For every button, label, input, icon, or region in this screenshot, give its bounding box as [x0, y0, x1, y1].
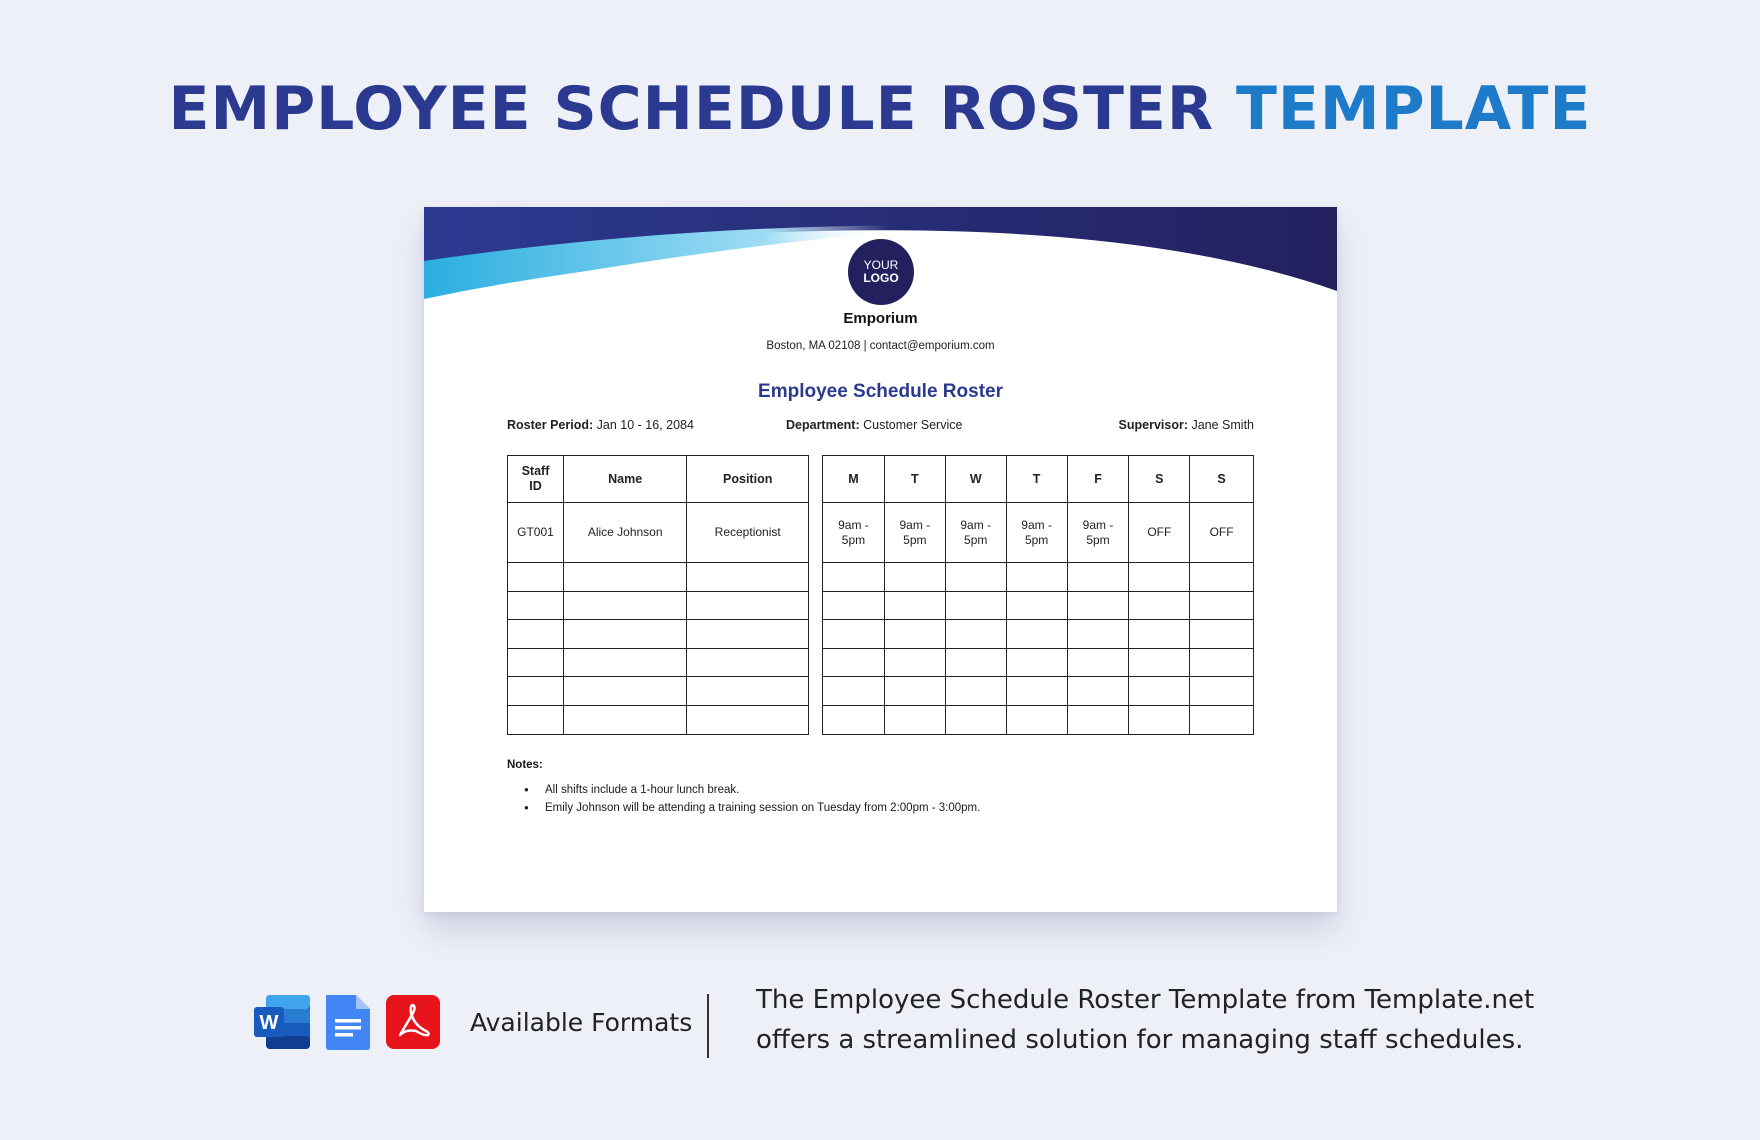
header-day-thu: T	[1006, 456, 1067, 503]
table-row	[823, 620, 1254, 649]
cell-position[interactable]: Receptionist	[687, 503, 809, 563]
header-day-tue: T	[884, 456, 945, 503]
roster-period	[507, 418, 694, 432]
empty-cell[interactable]	[884, 648, 945, 677]
logo-line-2: LOGO	[863, 271, 899, 285]
available-formats	[252, 992, 692, 1052]
cell-staff-id[interactable]: GT001	[508, 503, 564, 563]
divider	[707, 994, 709, 1058]
empty-cell[interactable]	[687, 620, 809, 649]
empty-cell[interactable]	[563, 705, 686, 734]
page-title-accent: TEMPLATE	[1235, 74, 1592, 144]
word-icon[interactable]	[252, 993, 310, 1051]
empty-cell[interactable]	[1067, 591, 1129, 620]
cell-shift-sat[interactable]: OFF	[1129, 503, 1190, 563]
page-title	[0, 74, 1760, 144]
template-description: The Employee Schedule Roster Template from Template.net offers a streamlined solution for managing staff schedules.	[756, 985, 1535, 1055]
cell-name[interactable]: Alice Johnson	[563, 503, 686, 563]
empty-cell[interactable]	[508, 705, 564, 734]
cell-shift-sun[interactable]: OFF	[1190, 503, 1254, 563]
department-value: Customer Service	[863, 418, 963, 432]
svg-text:W: W	[259, 1012, 279, 1034]
empty-cell[interactable]	[1006, 677, 1067, 706]
empty-cell[interactable]	[1067, 563, 1129, 592]
empty-cell[interactable]	[1067, 648, 1129, 677]
cell-shift-mon[interactable]: 9am - 5pm	[823, 503, 885, 563]
empty-cell[interactable]	[945, 620, 1006, 649]
table-row	[508, 591, 809, 620]
empty-cell[interactable]	[884, 677, 945, 706]
empty-cell[interactable]	[823, 705, 885, 734]
company-logo	[848, 239, 914, 305]
formats-label: Available Formats	[470, 1007, 693, 1037]
document-heading: Employee Schedule Roster	[758, 381, 1003, 402]
empty-cell[interactable]	[563, 563, 686, 592]
empty-cell[interactable]	[884, 620, 945, 649]
note-item: ● Emily Johnson will be attending a training session on Tuesday from 2:00pm - 3:00pm.	[524, 799, 980, 817]
page-title-main: EMPLOYEE SCHEDULE ROSTER	[168, 74, 1215, 144]
supervisor	[1119, 418, 1254, 432]
empty-cell[interactable]	[508, 591, 564, 620]
table-row	[823, 677, 1254, 706]
department	[786, 418, 962, 432]
header-day-mon: M	[823, 456, 885, 503]
empty-cell[interactable]	[687, 705, 809, 734]
table-row	[508, 620, 809, 649]
empty-cell[interactable]	[687, 648, 809, 677]
empty-cell[interactable]	[1006, 563, 1067, 592]
table-row	[823, 648, 1254, 677]
empty-cell[interactable]	[884, 563, 945, 592]
table-row	[508, 677, 809, 706]
schedule-table	[822, 455, 1254, 735]
empty-cell[interactable]	[1006, 648, 1067, 677]
google-docs-icon[interactable]	[318, 993, 376, 1051]
header-day-sun: S	[1190, 456, 1254, 503]
header-day-wed: W	[945, 456, 1006, 503]
empty-cell[interactable]	[823, 620, 885, 649]
empty-cell[interactable]	[687, 591, 809, 620]
empty-cell[interactable]	[945, 705, 1006, 734]
empty-cell[interactable]	[1006, 705, 1067, 734]
empty-cell[interactable]	[1067, 677, 1129, 706]
empty-cell[interactable]	[884, 705, 945, 734]
table-row	[508, 705, 809, 734]
empty-cell[interactable]	[563, 620, 686, 649]
empty-cell[interactable]	[1129, 677, 1190, 706]
header-day-fri: F	[1067, 456, 1129, 503]
empty-cell[interactable]	[1190, 648, 1254, 677]
empty-cell[interactable]	[945, 648, 1006, 677]
table-row	[508, 563, 809, 592]
notes-list	[524, 781, 980, 817]
header-day-sat: S	[1129, 456, 1190, 503]
notes-title: Notes:	[507, 759, 543, 771]
table-row	[823, 503, 1254, 563]
empty-cell[interactable]	[1129, 648, 1190, 677]
cell-shift-fri[interactable]: 9am - 5pm	[1067, 503, 1129, 563]
empty-cell[interactable]	[1190, 677, 1254, 706]
empty-cell[interactable]	[884, 591, 945, 620]
empty-cell[interactable]	[508, 620, 564, 649]
company-name: Emporium	[843, 310, 918, 327]
empty-cell[interactable]	[563, 677, 686, 706]
empty-cell[interactable]	[1129, 563, 1190, 592]
department-label: Department:	[786, 418, 860, 432]
cell-shift-thu[interactable]: 9am - 5pm	[1006, 503, 1067, 563]
empty-cell[interactable]	[1129, 591, 1190, 620]
document-preview	[424, 207, 1337, 912]
empty-cell[interactable]	[1190, 591, 1254, 620]
logo-line-1: YOUR	[863, 258, 899, 272]
empty-cell[interactable]	[1129, 705, 1190, 734]
empty-cell[interactable]	[823, 677, 885, 706]
empty-cell[interactable]	[1190, 620, 1254, 649]
empty-cell[interactable]	[1190, 705, 1254, 734]
roster-period-label: Roster Period:	[507, 418, 594, 432]
empty-cell[interactable]	[1129, 620, 1190, 649]
table-row	[823, 705, 1254, 734]
pdf-icon[interactable]	[384, 993, 442, 1051]
supervisor-value: Jane Smith	[1191, 418, 1254, 432]
empty-cell[interactable]	[1067, 705, 1129, 734]
note-item: ● All shifts include a 1-hour lunch break.	[524, 781, 980, 799]
table-row	[508, 648, 809, 677]
cell-shift-tue[interactable]: 9am - 5pm	[884, 503, 945, 563]
table-row	[508, 503, 809, 563]
empty-cell[interactable]	[508, 648, 564, 677]
table-row	[823, 591, 1254, 620]
empty-cell[interactable]	[508, 677, 564, 706]
empty-cell[interactable]	[945, 677, 1006, 706]
empty-cell[interactable]	[687, 563, 809, 592]
header-position: Position	[687, 456, 809, 503]
empty-cell[interactable]	[508, 563, 564, 592]
table-row	[823, 563, 1254, 592]
empty-cell[interactable]	[1190, 563, 1254, 592]
roster-period-value: Jan 10 - 16, 2084	[596, 418, 694, 432]
supervisor-label: Supervisor:	[1118, 418, 1188, 432]
empty-cell[interactable]	[687, 677, 809, 706]
empty-cell[interactable]	[945, 563, 1006, 592]
empty-cell[interactable]	[945, 591, 1006, 620]
empty-cell[interactable]	[823, 648, 885, 677]
empty-cell[interactable]	[1006, 620, 1067, 649]
staff-table	[507, 455, 809, 735]
company-address: Boston, MA 02108 | contact@emporium.com	[766, 340, 995, 352]
header-staff-id: Staff ID	[508, 456, 564, 503]
empty-cell[interactable]	[1006, 591, 1067, 620]
empty-cell[interactable]	[1067, 620, 1129, 649]
empty-cell[interactable]	[823, 591, 885, 620]
header-name: Name	[563, 456, 686, 503]
empty-cell[interactable]	[563, 648, 686, 677]
cell-shift-wed[interactable]: 9am - 5pm	[945, 503, 1006, 563]
empty-cell[interactable]	[823, 563, 885, 592]
empty-cell[interactable]	[563, 591, 686, 620]
